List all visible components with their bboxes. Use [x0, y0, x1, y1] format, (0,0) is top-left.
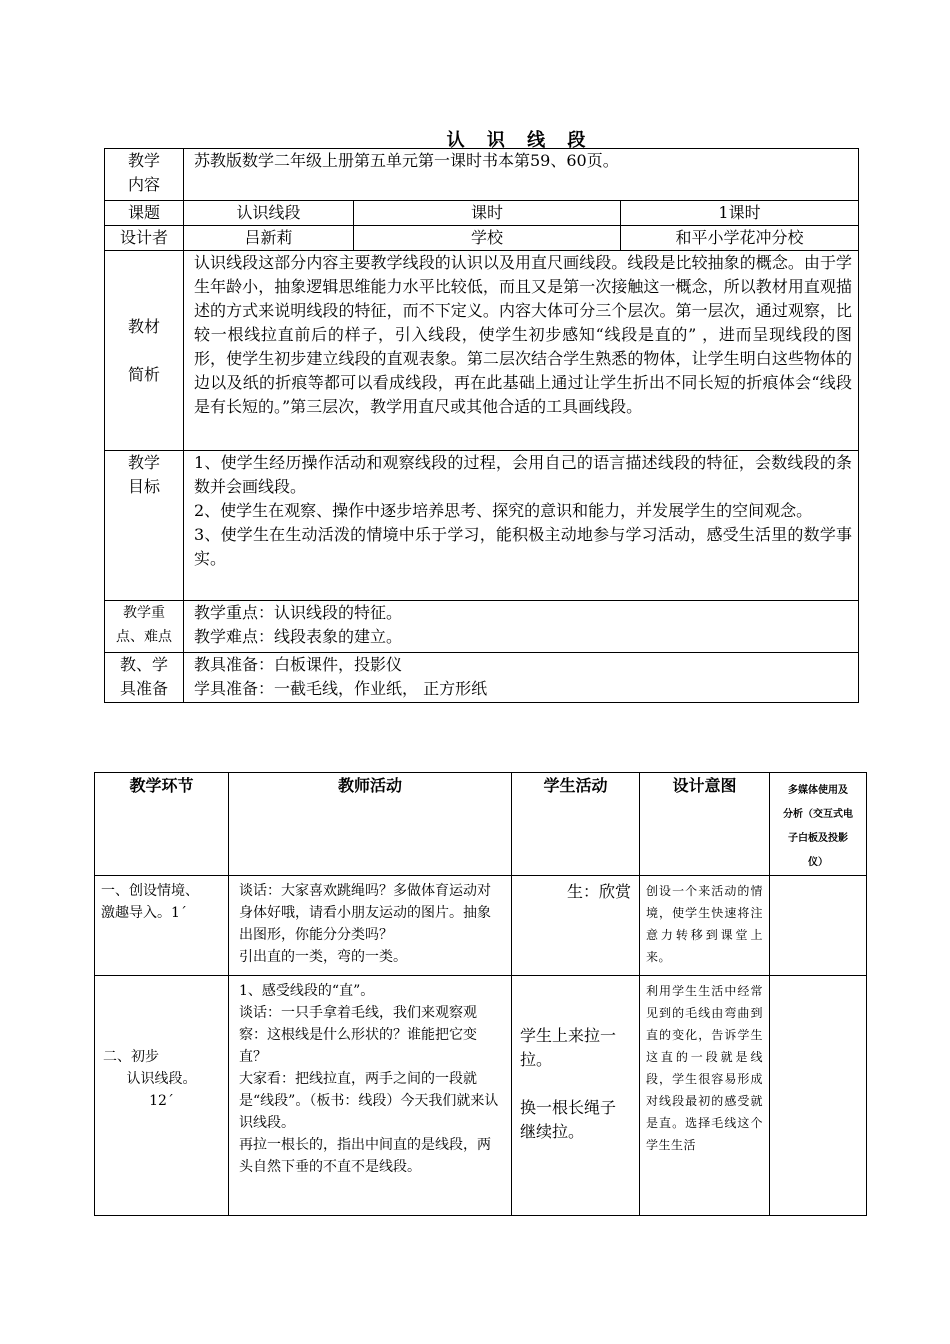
- designer-row: [105, 226, 859, 251]
- goals-row: [105, 451, 859, 601]
- teaching-process-table: [94, 772, 867, 1216]
- prep-text: [184, 653, 859, 703]
- period-label: 课时: [354, 201, 621, 226]
- teacher-para: 大家看：把线拉直，两手之间的一段就是“线段”。（板书：线段）今天我们就来认识线段。: [239, 1071, 499, 1131]
- stage-line2: 激趣导入。1ˊ: [101, 905, 187, 921]
- teacher-prep: 教具准备：白板课件，投影仪: [194, 655, 403, 674]
- key-points-text: [184, 601, 859, 653]
- key-points-label: [105, 601, 184, 653]
- stage-line1: 一、创设情境、: [101, 883, 199, 899]
- intent-cell: 创设一个来活动的情境，使学生快速将注意力转移到课堂上来。: [640, 876, 770, 976]
- goals-text: [184, 451, 859, 601]
- header-media-line2: 分析（交互式电: [783, 809, 853, 820]
- key-label-line1: 教学重: [123, 605, 165, 621]
- content-label: [105, 149, 184, 201]
- prep-label-line2: 具准备: [119, 679, 168, 698]
- goals-label-line1: 教学: [127, 453, 160, 472]
- difficult-point: 教学难点：线段表象的建立。: [194, 627, 403, 646]
- page-title: 认 识 线 段: [446, 130, 594, 151]
- teacher-para: 引出直的一类，弯的一类。: [239, 949, 407, 965]
- designer-label: 设计者: [105, 226, 184, 251]
- analysis-label: [105, 251, 184, 451]
- header-stage: 教学环节: [95, 773, 229, 876]
- prep-row: [105, 653, 859, 703]
- content-row: [105, 149, 859, 201]
- teacher-para: 再拉一根长的，指出中间直的是线段，两头自然下垂的不直不是线段。: [239, 1137, 491, 1175]
- teacher-activity-cell: [229, 876, 512, 976]
- period-value: 1课时: [621, 201, 859, 226]
- student-activity-cell: 生：欣赏: [512, 876, 640, 976]
- goals-label-line2: 目标: [127, 477, 160, 496]
- content-label-line2: 内容: [127, 175, 160, 194]
- teacher-para: 1、感受线段的“直”。: [239, 983, 375, 999]
- teacher-para: 谈话：一只手拿着毛线，我们来观察观察：这根线是什么形状的？谁能把它变直？: [239, 1005, 477, 1065]
- goal-3: 3、使学生在生动活泼的情境中乐于学习，能积极主动地参与学习活动，感受生活里的数学事实。: [194, 525, 853, 568]
- topic-value: 认识线段: [184, 201, 354, 226]
- key-points-row: [105, 601, 859, 653]
- school-value: 和平小学花冲分校: [621, 226, 859, 251]
- header-media-line4: 仪）: [808, 857, 828, 868]
- prep-label: [105, 653, 184, 703]
- table-row: [95, 976, 867, 1216]
- topic-row: [105, 201, 859, 226]
- goal-2: 2、使学生在观察、操作中逐步培养思考、探究的意识和能力，并发展学生的空间观念。: [194, 501, 813, 520]
- process-header-row: [95, 773, 867, 876]
- school-label: 学校: [354, 226, 621, 251]
- designer-value: 吕新莉: [184, 226, 354, 251]
- header-teacher: 教师活动: [229, 773, 512, 876]
- student-activity-cell: [512, 976, 640, 1216]
- stage-line1: 二、初步: [103, 1049, 159, 1065]
- topic-label: 课题: [105, 201, 184, 226]
- analysis-row: [105, 251, 859, 451]
- analysis-label-line1: 教材: [127, 316, 160, 336]
- media-cell: [770, 976, 867, 1216]
- media-cell: [770, 876, 867, 976]
- header-media: [770, 773, 867, 876]
- analysis-label-line2: 简析: [127, 364, 160, 384]
- goal-1: 1、使学生经历操作活动和观察线段的过程，会用自己的语言描述线段的特征，会数线段的条数并会画线段。: [194, 453, 853, 496]
- header-student: 学生活动: [512, 773, 640, 876]
- teacher-para: 谈话：大家喜欢跳绳吗？多做体育运动对身体好哦，请看小朋友运动的图片。抽象出图形，你能分分类吗？: [239, 883, 491, 943]
- student-prep: 学具准备：一截毛线，作业纸， 正方形纸: [194, 679, 488, 698]
- content-label-line1: 教学: [127, 151, 160, 170]
- student-para: 学生上来拉一拉。: [520, 1026, 617, 1069]
- lesson-info-table: [104, 148, 859, 703]
- stage-cell: [95, 876, 229, 976]
- goals-label: [105, 451, 184, 601]
- content-value: 苏教版数学二年级上册第五单元第一课时书本第59、60页。: [184, 149, 859, 201]
- table-row: [95, 876, 867, 976]
- key-point: 教学重点：认识线段的特征。: [194, 603, 403, 622]
- intent-cell: 利用学生生活中经常见到的毛线由弯曲到直的变化，告诉学生这直的一段就是线段，学生很容易形成对线段最初的感受就是直。选择毛线这个学生生活: [640, 976, 770, 1216]
- header-media-line3: 子白板及投影: [788, 833, 848, 844]
- teacher-activity-cell: [229, 976, 512, 1216]
- stage-line3: 12ˊ: [149, 1093, 174, 1109]
- header-intent: 设计意图: [640, 773, 770, 876]
- analysis-text: 认识线段这部分内容主要教学线段的认识以及用直尺画线段。线段是比较抽象的概念。由于学生年龄小，抽象逻辑思维能力水平比较低，而且又是第一次接触这一概念，所以教材用直观描述的方式来说明线段的特征，而不下定义。内容大体可分三个层次。第一层次，通过观察，比较一根线拉直前后的样子，引入线段，使学生初步感知“线段是直的” ，进而呈现线段的图形，使学生初步建立线段的直观表象。第二层次结合学生熟悉的物体，让学生明白这些物体的边以及纸的折痕等都可以看成线段，再在此基础上通过让学生折出不同长短的折痕体会“线段是有长短的。”第三层次，教学用直尺或其他合适的工具画线段。: [184, 251, 859, 451]
- prep-label-line1: 教、学: [119, 655, 168, 674]
- key-label-line2: 点、难点: [116, 629, 172, 645]
- student-para: 换一根长绳子继续拉。: [520, 1098, 617, 1141]
- stage-line2: 认识线段。: [126, 1071, 197, 1087]
- header-media-line1: 多媒体使用及: [788, 785, 848, 796]
- stage-cell: [95, 976, 229, 1216]
